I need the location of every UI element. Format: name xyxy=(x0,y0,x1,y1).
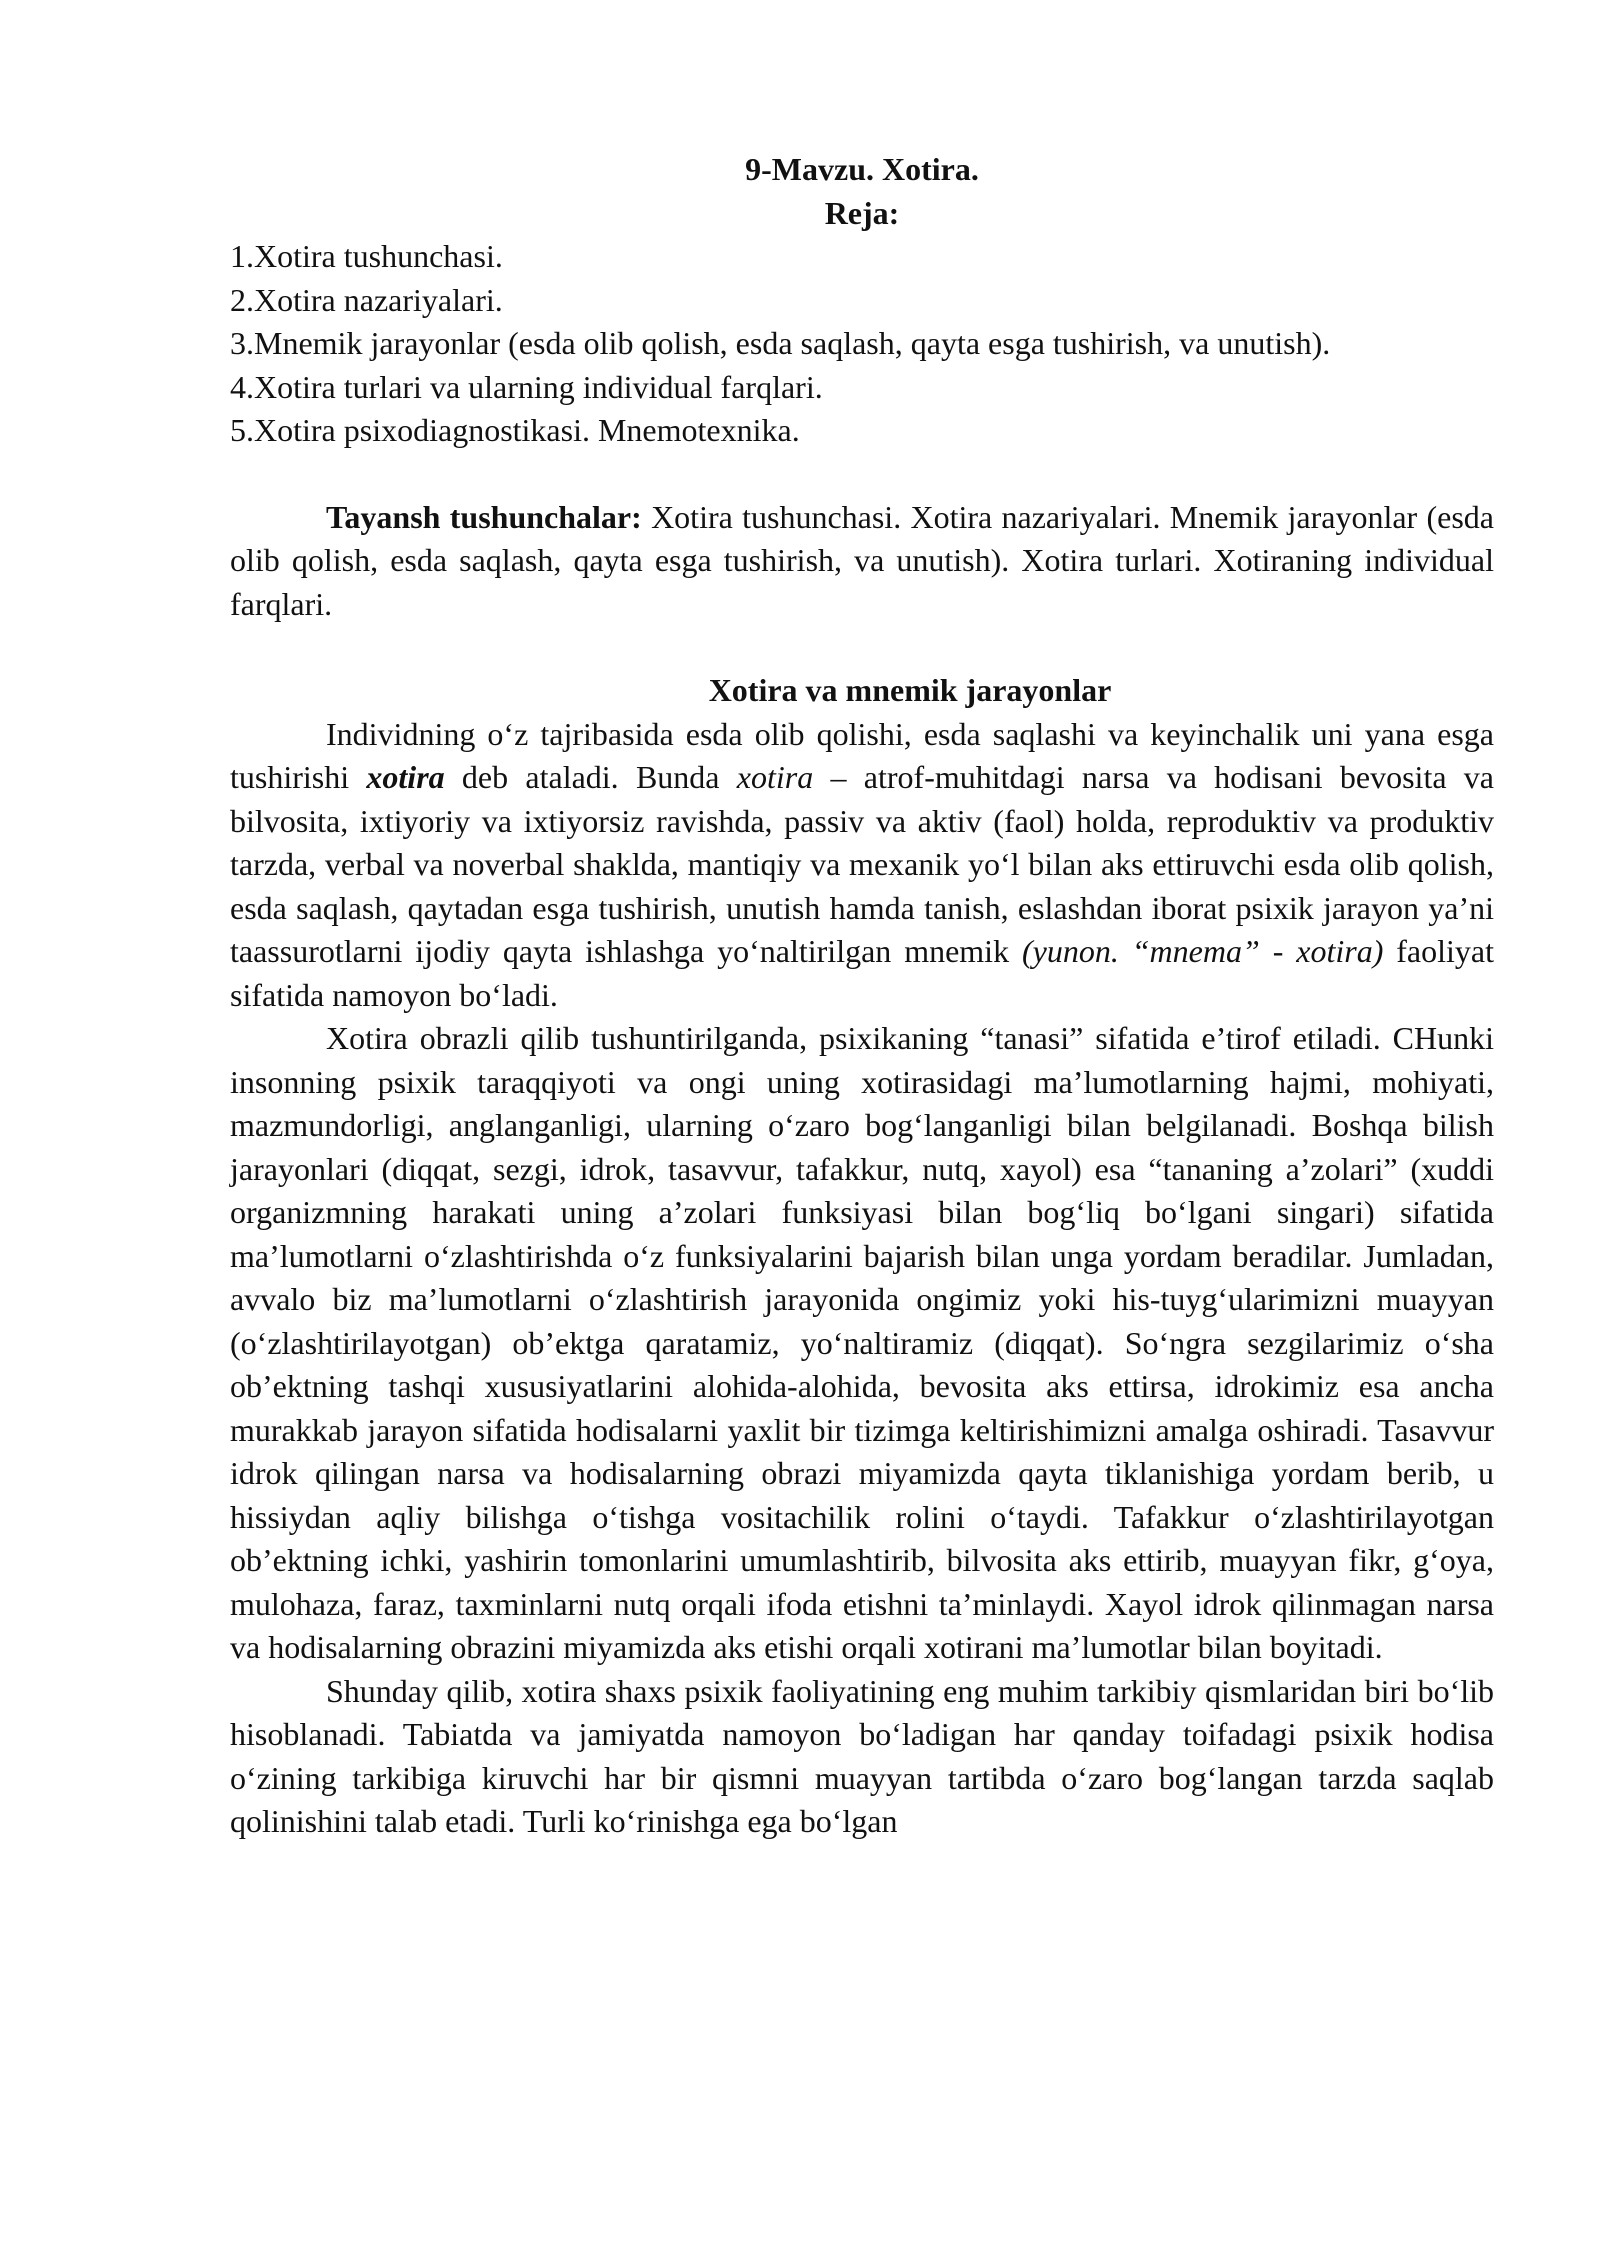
plan-item: 3.Mnemik jarayonlar (esda olib qolish, esda saqlash, qayta esga tushirish, va unutish). xyxy=(230,325,1331,361)
body-paragraph-1 xyxy=(230,713,1494,1018)
etymology-note: (yunon. “mnema” - xotira) xyxy=(1021,933,1384,969)
spacer xyxy=(230,453,1494,496)
key-concepts-label: Tayansh tushunchalar: xyxy=(326,498,642,535)
spacer xyxy=(230,626,1494,669)
document-title: 9-Mavzu. Xotira. xyxy=(745,151,979,187)
term-emphasis: xotira xyxy=(366,759,445,795)
key-concepts-paragraph xyxy=(230,496,1494,627)
paragraph-text: Individning o‘z tajribasida esda olib qolishi, esda saqlashi va keyinchalik uni yana esga tushirishi xyxy=(230,715,1494,795)
paragraph-text: deb ataladi. Bunda xyxy=(444,759,737,795)
plan-list xyxy=(230,235,1494,453)
plan-item: 5.Xotira psixodiagnostikasi. Mnemotexnika. xyxy=(230,412,800,448)
plan-item: 2.Xotira nazariyalari. xyxy=(230,281,503,318)
key-concepts-text: Xotira tushunchasi. Xotira nazariyalari. Mnemik jarayonlar (esda olib qolish, esda saqlash, qayta esga tushirish, va unutish). Xotira turlari. Xotiraning individual farqlari. xyxy=(230,498,1494,622)
body-paragraph-2: Xotira obrazli qilib tushuntirilganda, psixikaning “tanasi” sifatida e’tirof etiladi. CHunki insonning psixik taraqqiyoti va ongi uning xotirasidagi ma’lumotlarning hajmi, mohiyati, mazmundorligi, anglanganligi, ularning o‘zaro bog‘langanligi bilan belgilanadi. Boshqa bilish jarayonlari (diqqat, sezgi, idrok, tasavvur, tafakkur, nutq, xayol) esa “tananing a’zolari” (xuddi organizmning harakati uning a’zolari funksiyasi bilan bog‘liq bo‘lgani singari) sifatida ma’lumotlarni o‘zlashtirishda o‘z funksiyalarini bajarish bilan unga yordam beradilar. Jumladan, avvalo biz ma’lumotlarni o‘zlashtirish jarayonida ongimiz yoki his-tuyg‘ularimizni muayyan (o‘zlashtirilayotgan) ob’ektga qaratamiz, yo‘naltiramiz (diqqat). So‘ngra sezgilarimiz o‘sha ob’ektning tashqi xususiyatlarini alohida-alohida, bevosita aks ettirsa, idrokimiz esa ancha murakkab jarayon sifatida hodisalarni yaxlit bir tizimga keltirishimizni amalga oshiradi. Tasavvur idrok qilingan narsa va hodisalarning obrazi miyamizda qayta tiklanishiga yordam berib, u hissiydan aqliy bilishga o‘tishga vositachilik rolini o‘taydi. Tafakkur o‘zlashtirilayotgan ob’ektning ichki, yashirin tomonlarini umumlashtirib, bilvosita aks ettirib, muayyan fikr, g‘oya, mulohaza, faraz, taxminlarni nutq orqali ifoda etishni ta’minlaydi. Xayol idrok qilinmagan narsa va hodisalarning obrazini miyamizda aks etishi orqali xotirani ma’lumotlar bilan boyitadi. xyxy=(230,1020,1494,1665)
body-paragraph-3: Shunday qilib, xotira shaxs psixik faoliyatining eng muhim tarkibiy qismlaridan biri bo‘lib hisoblanadi. Tabiatda va jamiyatda namoyon bo‘ladigan har qanday toifadagi psixik hodisa o‘zining tarkibiga kiruvchi har bir qismni muayyan tartibda o‘zaro bog‘langan tarzda saqlab qolinishini talab etadi. Turli ko‘rinishga ega bo‘lgan xyxy=(230,1672,1494,1839)
plan-heading: Reja: xyxy=(824,194,900,231)
term-italic: xotira xyxy=(736,759,814,795)
plan-item: 1.Xotira tushunchasi. xyxy=(230,238,503,274)
section-heading: Xotira va mnemik jarayonlar xyxy=(708,672,1112,708)
paragraph-text: – atrof-muhitdagi narsa va hodisani bevosita va bilvosita, ixtiyoriy va ixtiyorsiz ravishda, passiv va aktiv (faol) holda, reproduktiv va produktiv tarzda, verbal va noverbal shaklda, mantiqiy va mexanik yo‘l bilan aks ettiruvchi esda olib qolish, esda saqlash, qaytadan esga tushirish, unutish hamda tanish, eslashdan iborat psixik jarayon ya’ni taassurotlarni ijodiy qayta ishlashga yo‘naltirilgan mnemik xyxy=(230,759,1495,969)
document-page xyxy=(230,148,1494,1844)
plan-item: 4.Xotira turlari va ularning individual farqlari. xyxy=(230,368,823,405)
paragraph-text: faoliyat sifatida namoyon bo‘ladi. xyxy=(230,933,1495,1013)
